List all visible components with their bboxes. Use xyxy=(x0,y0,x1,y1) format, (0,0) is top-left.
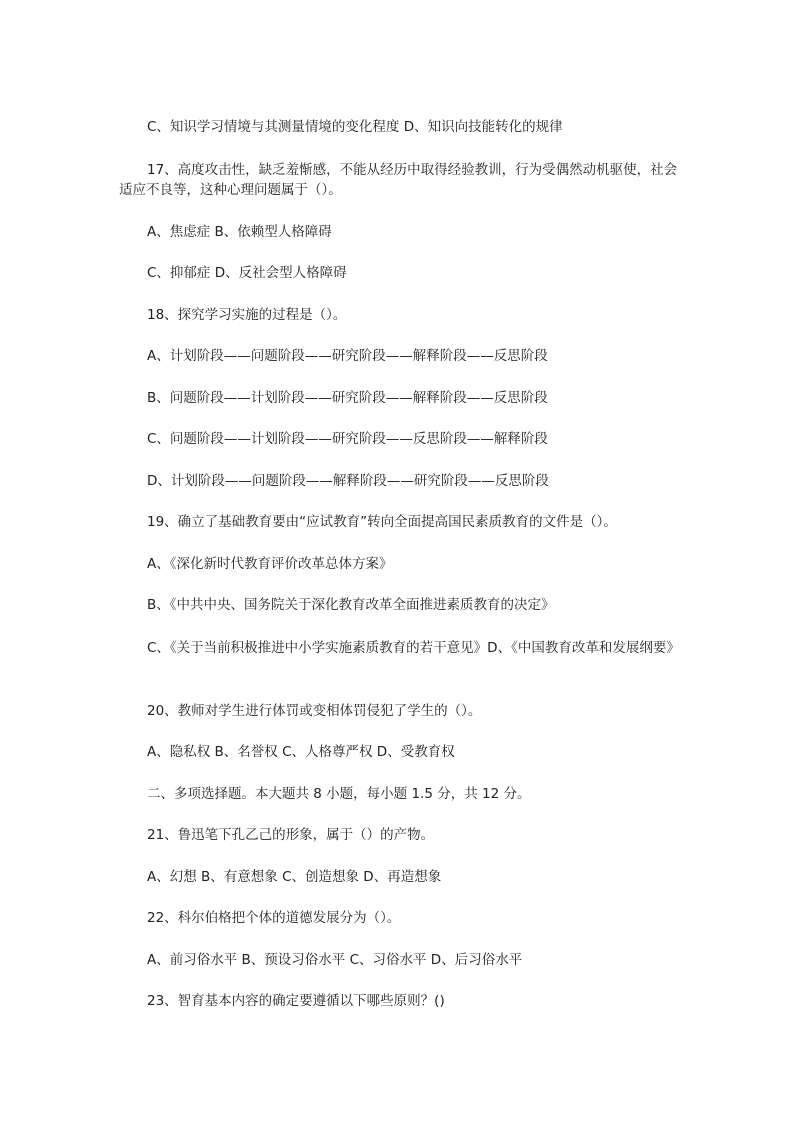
question-20-stem: 20、教师对学生进行体罚或变相体罚侵犯了学生的（）。 xyxy=(147,703,482,719)
question-18-option-b: B、问题阶段——计划阶段——研究阶段——解释阶段——反思阶段 xyxy=(147,390,548,406)
question-21-options: A、幻想 B、有意想象 C、创造想象 D、再造想象 xyxy=(147,869,442,885)
question-18-stem: 18、探究学习实施的过程是（）。 xyxy=(147,307,347,323)
question-17-options-cd: C、抑郁症 D、反社会型人格障碍 xyxy=(147,265,347,281)
question-22-stem: 22、科尔伯格把个体的道德发展分为（）。 xyxy=(147,910,401,926)
question-23-stem: 23、智育基本内容的确定要遵循以下哪些原则？() xyxy=(147,993,445,1009)
question-19-options-cd: C、《关于当前积极推进中小学实施素质教育的若干意见》D、《中国教育改革和发展纲要》 xyxy=(147,640,680,656)
section-heading-multiple-choice: 二、多项选择题。本大题共 8 小题，每小题 1.5 分，共 12 分。 xyxy=(147,786,531,802)
question-18-option-c: C、问题阶段——计划阶段——研究阶段——反思阶段——解释阶段 xyxy=(147,431,548,447)
question-18-option-a: A、计划阶段——问题阶段——研究阶段——解释阶段——反思阶段 xyxy=(147,348,548,364)
question-20-options: A、隐私权 B、名誉权 C、人格尊严权 D、受教育权 xyxy=(147,744,455,760)
question-19-option-b: B、《中共中央、国务院关于深化教育改革全面推进素质教育的决定》 xyxy=(147,597,555,613)
question-17-options-ab: A、焦虑症 B、依赖型人格障碍 xyxy=(147,224,332,240)
question-16-options-cd: C、知识学习情境与其测量情境的变化程度 D、知识向技能转化的规律 xyxy=(147,119,563,135)
question-19-stem: 19、确立了基础教育要由“应试教育”转向全面提高国民素质教育的文件是（）。 xyxy=(147,514,617,530)
question-17-stem: 17、高度攻击性，缺乏羞惭感，不能从经历中取得经验教训，行为受偶然动机驱使，社会适应不良等，这种心理问题属于（）。 xyxy=(119,162,678,198)
question-18-option-d: D、计划阶段——问题阶段——解释阶段——研究阶段——反思阶段 xyxy=(147,473,549,489)
question-19-option-a: A、《深化新时代教育评价改革总体方案》 xyxy=(147,556,393,572)
question-21-stem: 21、鲁迅笔下孔乙己的形象，属于（）的产物。 xyxy=(147,827,435,843)
question-22-options: A、前习俗水平 B、预设习俗水平 C、习俗水平 D、后习俗水平 xyxy=(147,952,523,968)
